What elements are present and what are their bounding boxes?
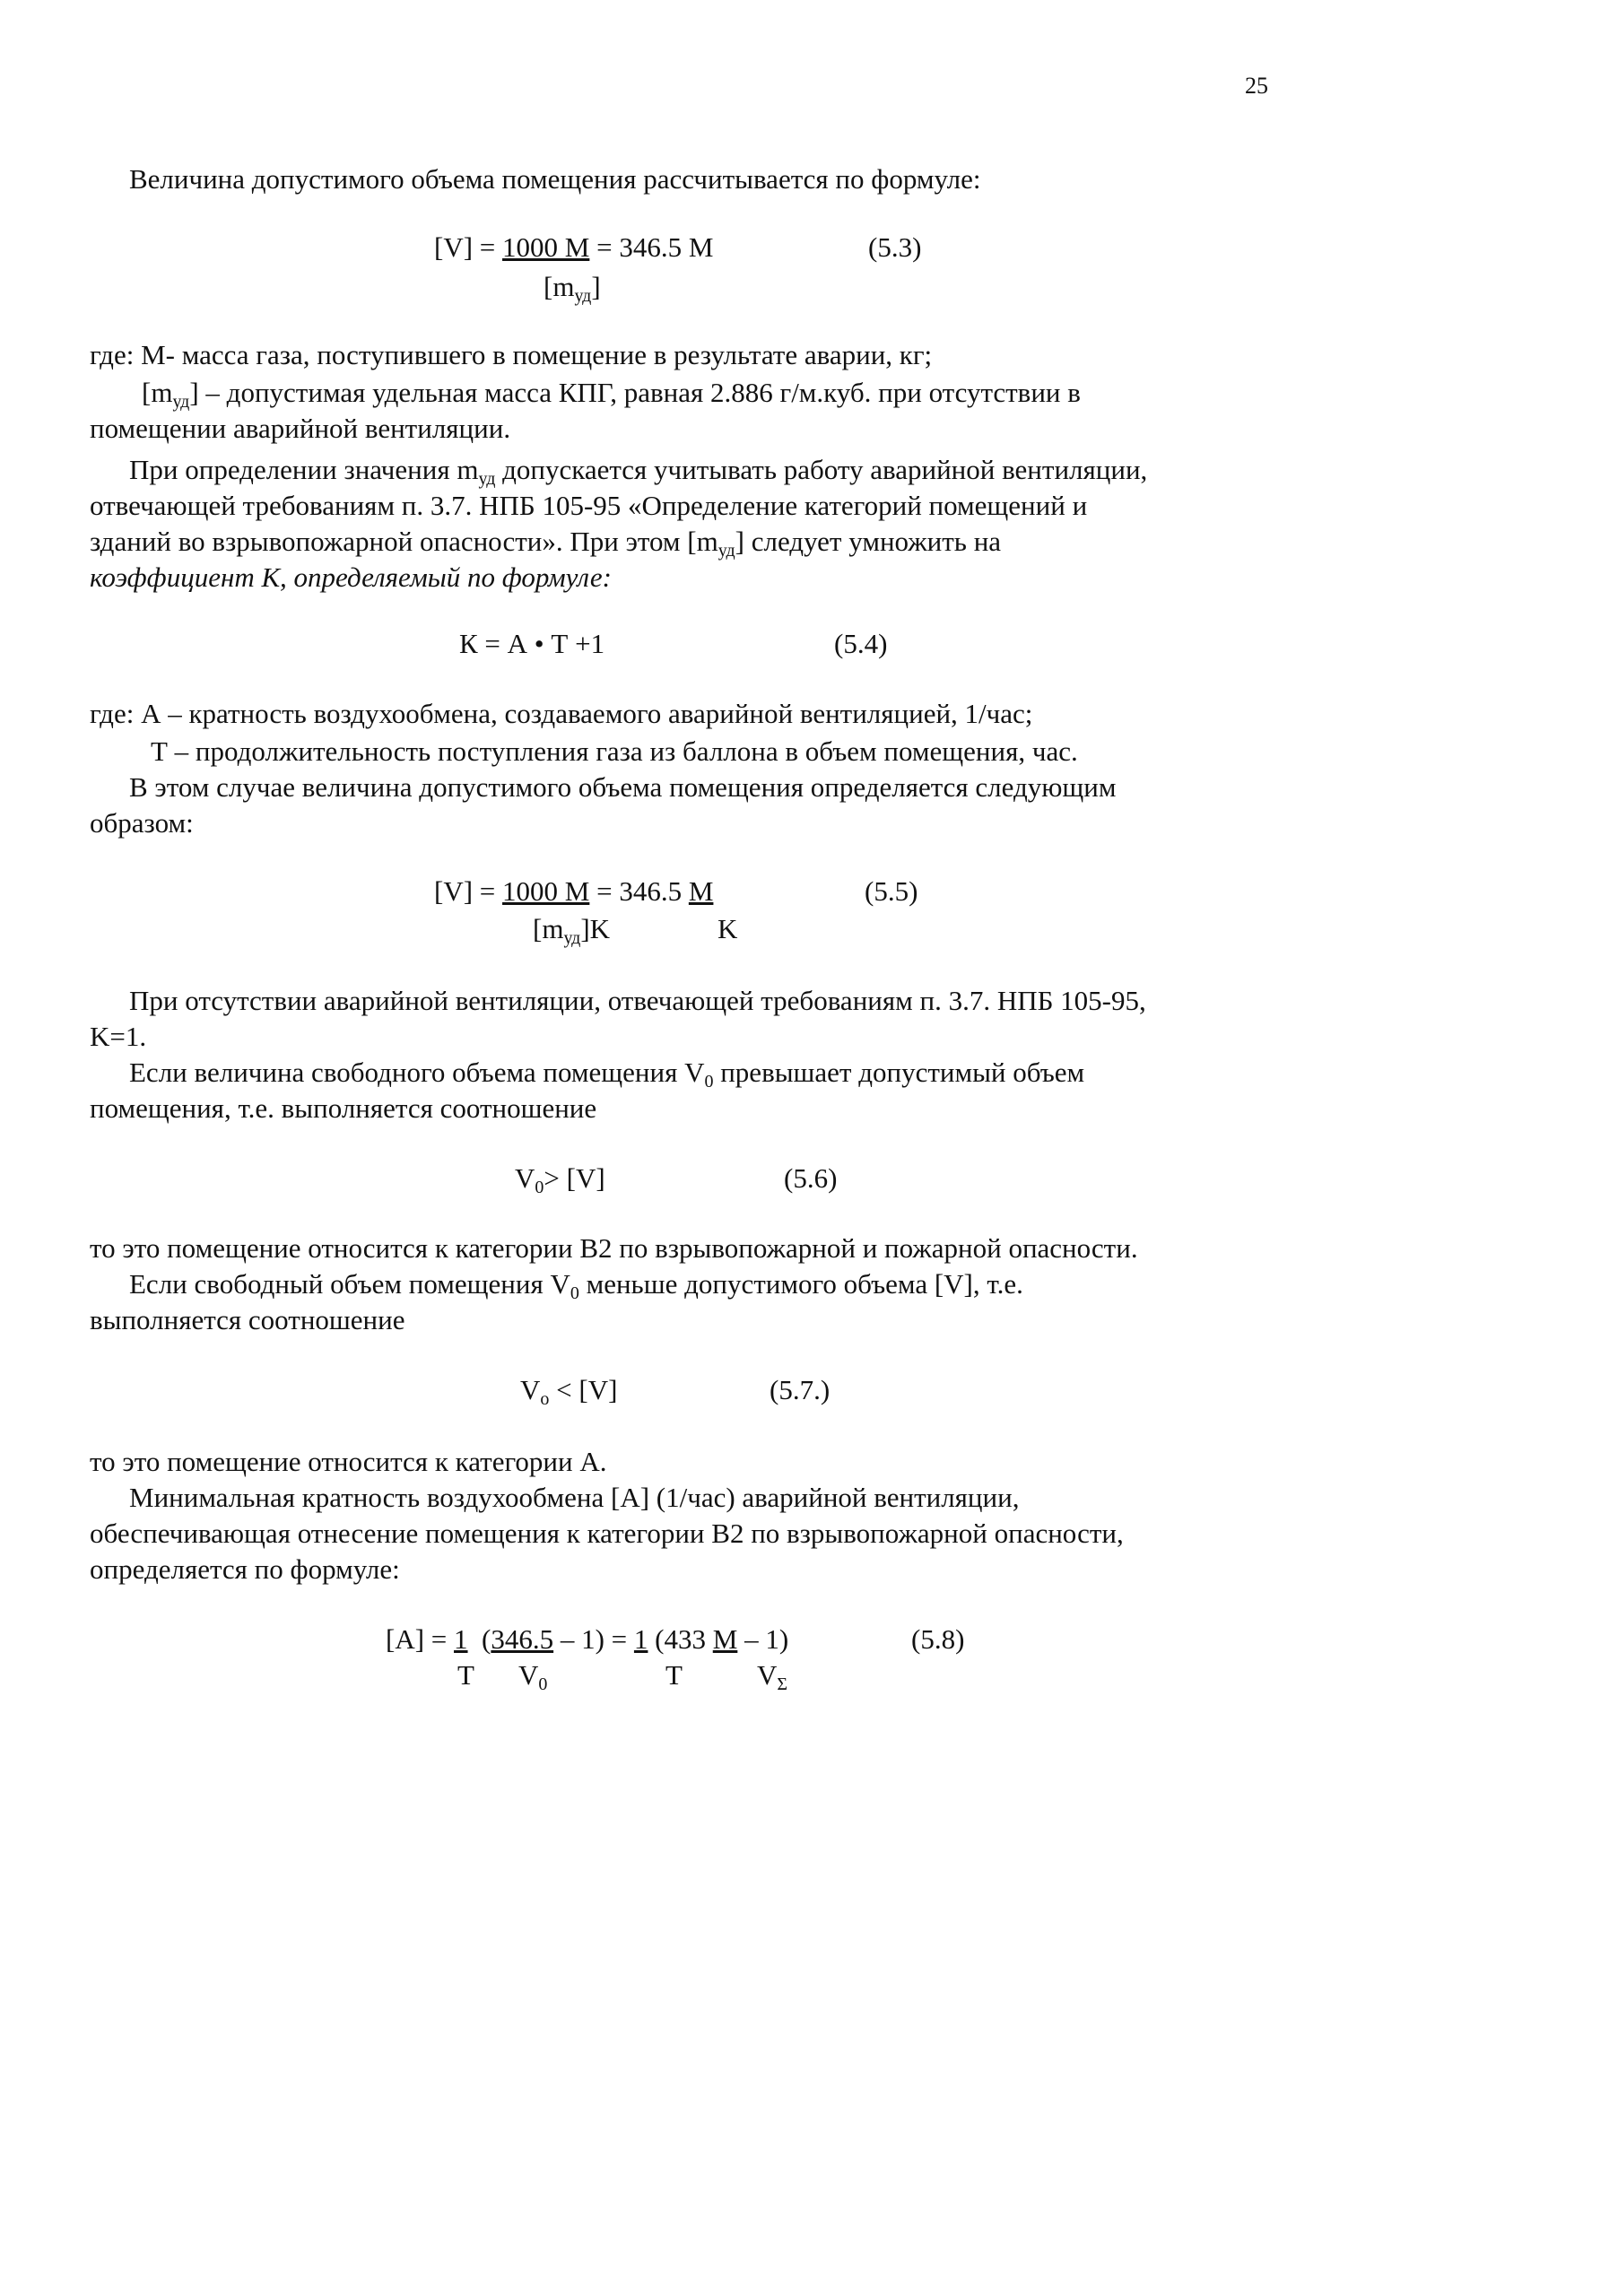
eq58-top-row: [A] = 1 (346.5 – 1) = 1 (433 M – 1) [386, 1623, 789, 1655]
where2-line2: Т – продолжительность поступления газа из баллона в объем помещения, час. [151, 735, 1078, 767]
p8-line1: Минимальная кратность воздухообмена [А] (1/час) аварийной вентиляции, [129, 1482, 1020, 1513]
eq55-lhs: [V] = [434, 875, 503, 907]
eq53-lhs: [V] = [434, 231, 503, 263]
p8-line3: определяется по формуле: [90, 1553, 400, 1585]
eq57-expression: $V_o < [V]$ [520, 1374, 618, 1409]
eq53-denominator: $[m_{уд}]$ [544, 271, 601, 306]
p2-line2: отвечающей требованиям п. 3.7. НПБ 105-95 «Определение категорий помещений и [90, 490, 1088, 521]
paragraph-5: то это помещение относится к категории В2 по взрывопожарной и пожарной опасности. [90, 1232, 1138, 1264]
eq53-number: (5.3) [868, 231, 922, 263]
p2-line4: коэффициент К, определяемый по формуле: [90, 561, 612, 593]
where2-line1: где: А – кратность воздухообмена, создаваемого аварийной вентиляцией, 1/час; [90, 698, 1033, 729]
p3-line2: K=1. [90, 1021, 147, 1052]
p6-line1: Если свободный объем помещения $V_0$ меньше допустимого объема [V], т.е. [129, 1268, 1023, 1303]
eq55-numerator: 1000 M [502, 875, 590, 907]
p3-line1: При отсутствии аварийной вентиляции, отвечающей требованиям п. 3.7. НПБ 105-95, [129, 985, 1146, 1016]
where1-line1: где: M- масса газа, поступившего в помещение в результате аварии, кг; [90, 339, 933, 370]
p6-line2: выполняется соотношение [90, 1304, 405, 1335]
where2-line4: образом: [90, 807, 194, 839]
eq54-number: (5.4) [834, 628, 888, 659]
eq58-f3-denominator: T [665, 1659, 683, 1691]
p8-line2: обеспечивающая отнесение помещения к категории В2 по взрывопожарной опасности, [90, 1518, 1124, 1549]
eq53-numerator: 1000 M [502, 231, 590, 263]
eq58-f1-denominator: T [457, 1659, 474, 1691]
where1-line2: $[m_{уд}]$ – допустимая удельная масса КПГ, равная 2.886 г/м.куб. при отсутствии в [142, 377, 1081, 412]
p2-line3: зданий во взрывопожарной опасности». При этом $[m_{уд}]$ следует умножить на [90, 526, 1002, 561]
eq57-number: (5.7.) [770, 1374, 831, 1405]
eq54-expression: К = А • Т +1 [459, 628, 605, 659]
eq58-number: (5.8) [911, 1623, 965, 1655]
intro-paragraph: Величина допустимого объема помещения рассчитывается по формуле: [129, 163, 981, 195]
eq55-number: (5.5) [865, 875, 918, 907]
page-number: 25 [1245, 73, 1268, 99]
p4-line2: помещения, т.е. выполняется соотношение [90, 1092, 597, 1124]
paragraph-7: то это помещение относится к категории А. [90, 1446, 607, 1477]
eq55-denominator-2: K [718, 913, 738, 944]
where1-line3: помещении аварийной вентиляции. [90, 413, 511, 444]
p4-line1: Если величина свободного объема помещения $V_0$ превышает допустимый объем [129, 1057, 1085, 1091]
eq56-number: (5.6) [784, 1162, 838, 1194]
where2-line3: В этом случае величина допустимого объема помещения определяется следующим [129, 771, 1117, 803]
eq58-f4-denominator: $V_\Sigma$ [757, 1659, 788, 1694]
eq56-expression: $V_0> [V]$ [515, 1162, 605, 1197]
eq55-numerator-2: M [688, 875, 714, 907]
eq53-mid: = 346.5 M [589, 231, 714, 263]
eq58-f2-denominator: $V_0$ [518, 1659, 548, 1694]
eq55-mid: = 346.5 [589, 875, 689, 907]
p2-line1: При определении значения $m_{уд}$ допускается учитывать работу аварийной вентиляции, [129, 454, 1148, 489]
eq55-denominator: $[m_{уд}]K$ [533, 913, 611, 948]
